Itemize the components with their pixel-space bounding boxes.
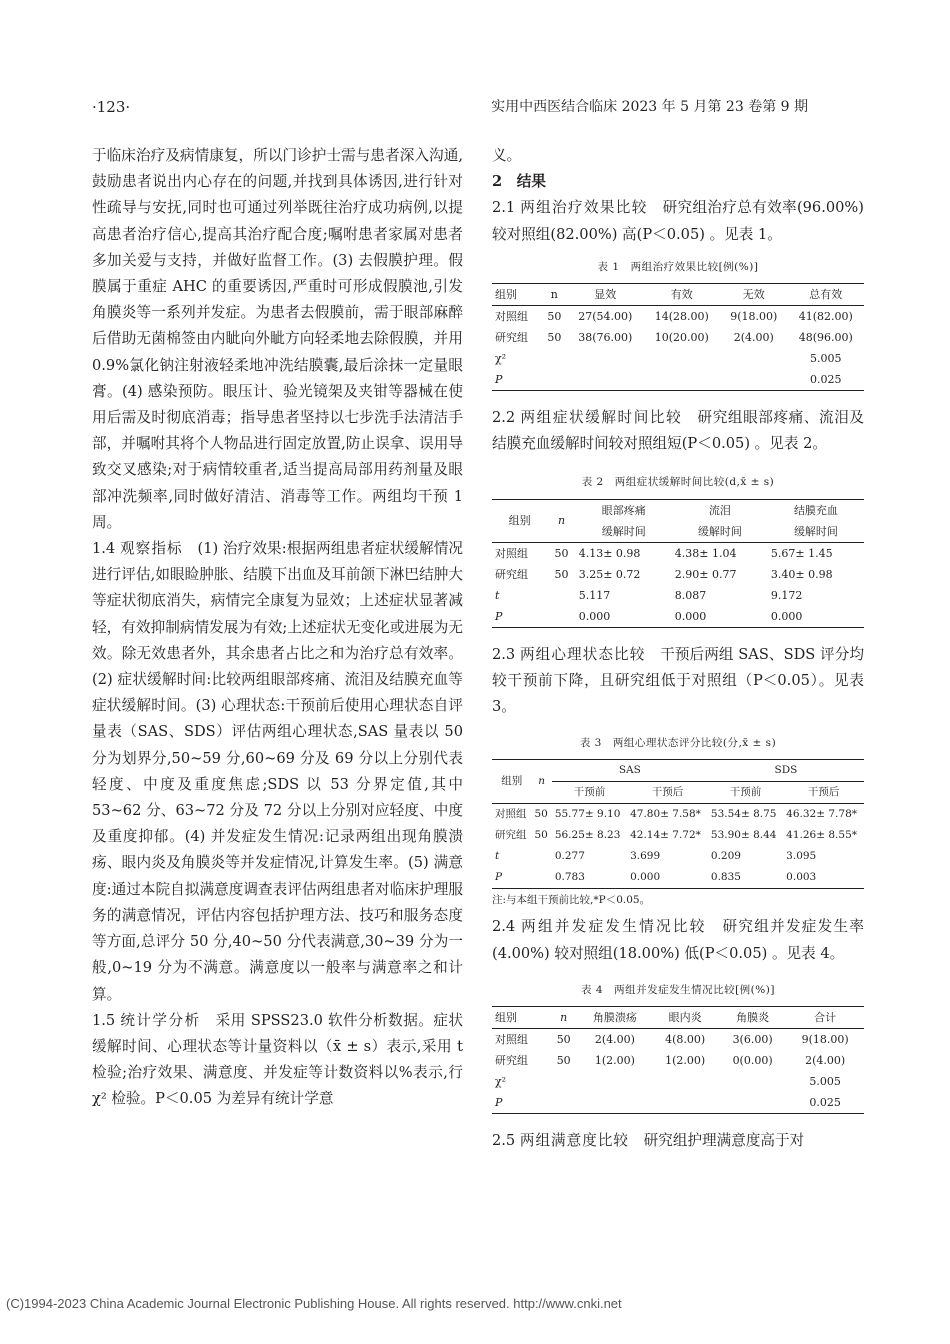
cell: 研究组: [495, 1054, 528, 1068]
method-paragraph: 于临床治疗及病情康复，所以门诊护士需与患者深入沟通,鼓励患者说出内心存在的问题,并找到具体诱因,进行针对性疏导与安抚,同时也可通过列举既往治疗成功病例,以提高患者治疗信心,提高其治疗配合度;嘱咐患者家属对患者多加关爱与支持，并做好监督工作。(3) 去假膜护理。假膜属于重症 AHC 的重要诱因,严重时可形成假膜池,引发角膜炎等一系列并发症。为患者去假膜前，需于眼部麻醉后借助无菌棉签由内眦向外眦方向轻柔地去除假膜，并用 0.9%氯化钠注射液轻柔地冲洗结膜囊,最后涂抹一定量眼膏。(4) 感染预防。眼压计、验光镜架及夹钳等器械在使用后需及时彻底消毒；指导患者坚持以七步洗手法清洁手部，并嘱咐其将个人物品进行固定放置,防止误拿、误用导致交叉感染;对于病情较重者,适当提高局部用药剂量及眼部冲洗频率,同时做好清洁、消毒等工作。两组均干预 1 周。: [92, 147, 463, 531]
section-2-5: [492, 1128, 864, 1154]
header-cell: 总有效: [788, 284, 864, 306]
cell: 1(2.00): [594, 1054, 635, 1068]
cell: 研究组: [495, 829, 527, 842]
table-row: [492, 1092, 864, 1114]
table3-caption: 表 3 两组心理状态评分比较(分,x̄ ± s): [579, 737, 777, 750]
section-1-4: [92, 536, 463, 1008]
cell: P: [495, 871, 503, 884]
header-cell: 缓解时间: [576, 521, 672, 543]
section-title: 两组满意度比较: [519, 1132, 630, 1150]
header-cell: 组别: [492, 284, 542, 306]
continuation-text: 义。: [492, 147, 522, 164]
section-title: 两组治疗效果比较: [520, 199, 648, 217]
table-row: [492, 348, 864, 369]
table4-header: [492, 1007, 864, 1029]
cell: 0(0.00): [732, 1054, 773, 1068]
cell: 41(82.00): [798, 310, 853, 324]
journal-header: 实用中西医结合临床 2023 年 5 月第 23 卷第 9 期: [491, 99, 808, 115]
cell: t: [495, 850, 500, 863]
cell: 50: [556, 1054, 571, 1068]
cell: 3.25± 0.72: [578, 567, 641, 581]
cell: 47.80± 7.58*: [630, 808, 701, 821]
cell: 41.26± 8.55*: [786, 829, 857, 842]
cell: 50: [554, 567, 569, 581]
cell: 8.087: [674, 588, 707, 602]
header-cell: 有效: [644, 284, 720, 306]
table-row: [492, 327, 864, 348]
cell: 2(4.00): [594, 1033, 635, 1047]
cell: 5.005: [809, 1075, 841, 1089]
section-number: 2.3: [492, 645, 516, 663]
cell: 研究组: [495, 331, 528, 345]
table-row: [492, 846, 864, 867]
section-2-2: [492, 405, 864, 457]
table-row: [492, 606, 864, 628]
cell: 对照组: [495, 310, 528, 324]
table-row: [492, 542, 864, 564]
cell: 对照组: [495, 808, 527, 821]
section-2-1: [492, 195, 864, 247]
header-cell: 无效: [720, 284, 788, 306]
section-1-5: [92, 1008, 463, 1113]
table-row: [492, 1050, 864, 1071]
cell: t: [495, 588, 500, 602]
table-row: [492, 1029, 864, 1051]
header-cell: n: [531, 760, 551, 804]
header-cell: 眼内炎: [651, 1007, 718, 1029]
header-cell: 角膜溃疡: [578, 1007, 651, 1029]
cell: 48(96.00): [798, 331, 853, 345]
copyright-footer: (C)1994-2023 China Academic Journal Electronic Publishing House. All rights reserved. http://www.cnki.net: [6, 1296, 622, 1311]
right-column: [492, 143, 864, 1154]
cell: 38(76.00): [578, 331, 633, 345]
cell: 53.90± 8.44: [710, 829, 777, 842]
table4: [492, 1006, 864, 1114]
cell: 50: [547, 331, 562, 345]
section-title: 观察指标: [119, 540, 183, 558]
table1: [492, 283, 864, 391]
header-cell: 结膜充血: [793, 503, 838, 517]
table-row: [492, 369, 864, 391]
cell: 0.783: [554, 871, 585, 884]
section-text: 采用 SPSS23.0 软件分析数据。症状缓解时间、心理状态等计量资料以（x̄ ± s）表示,采用 t 检验;治疗效果、满意度、并发症等计数资料以%表示,行 χ² 检验。P＜0.05 为差异有统计学意: [92, 1011, 463, 1108]
header-cell: 显效: [567, 284, 643, 306]
header-cell: n: [547, 499, 575, 542]
cell: 0.835: [710, 871, 741, 884]
cell: 4(8.00): [665, 1033, 706, 1047]
cell: χ²: [495, 352, 507, 366]
header-cell: 干预后: [627, 782, 708, 804]
section-number: 2.5: [492, 1132, 516, 1150]
cell: 9.172: [770, 588, 803, 602]
header-cell: n: [549, 1007, 578, 1029]
header-cell: SDS: [708, 760, 864, 782]
cell: 50: [547, 310, 562, 324]
table3: [492, 759, 864, 889]
cell: 50: [534, 829, 548, 842]
cell: 5.117: [578, 588, 611, 602]
cell: P: [495, 1096, 503, 1110]
section-title: 两组并发症发生情况比较: [521, 918, 707, 936]
cell: 50: [556, 1033, 571, 1047]
cell: 10(20.00): [654, 331, 709, 345]
cell: 0.000: [578, 609, 611, 623]
section-number: 1.5: [92, 1011, 116, 1029]
cell: 0.209: [710, 850, 741, 863]
cell: 0.025: [810, 373, 842, 387]
cell: 0.025: [809, 1096, 841, 1110]
cell: 3.095: [786, 850, 817, 863]
cell: 53.54± 8.75: [710, 808, 777, 821]
table1-caption: 表 1 两组治疗效果比较[例(%)]: [597, 260, 759, 273]
table-row: [492, 585, 864, 606]
cell: 对照组: [495, 546, 528, 560]
table2: [492, 499, 864, 628]
cell: 56.25± 8.23: [554, 829, 621, 842]
header-cell: 组别: [492, 499, 547, 542]
header-cell: 缓解时间: [768, 521, 864, 543]
table4-caption: 表 4 两组并发症发生情况比较[例(%)]: [581, 983, 775, 996]
header-cell: n: [542, 284, 567, 306]
cell: 42.14± 7.72*: [630, 829, 701, 842]
header-cell: SAS: [552, 760, 708, 782]
cell: χ²: [495, 1075, 507, 1089]
cell: 4.13± 0.98: [578, 546, 641, 560]
cell: 研究组: [495, 567, 528, 581]
header-cell: 组别: [492, 760, 531, 804]
cell: 2.90± 0.77: [674, 567, 737, 581]
section-text: 研究组眼部疼痛、流泪及结膜充血缓解时间较对照组短(P＜0.05) 。见表 2。: [492, 409, 864, 453]
cell: 5.005: [810, 352, 842, 366]
section-2-heading: 2 结果: [492, 173, 546, 191]
cell: 3.40± 0.98: [770, 567, 833, 581]
cell: 3(6.00): [732, 1033, 773, 1047]
table3-header-row1: [492, 760, 864, 782]
cell: 0.277: [554, 850, 585, 863]
cell: 50: [554, 546, 569, 560]
table3-note: 注:与本组干预前比较,*P＜0.05。: [492, 894, 651, 907]
cell: 55.77± 9.10: [554, 808, 621, 821]
cell: 46.32± 7.78*: [786, 808, 857, 821]
header-cell: 眼部疼痛: [601, 503, 646, 517]
section-number: 2.1: [492, 199, 516, 217]
cell: 对照组: [495, 1033, 528, 1047]
header-cell: 干预后: [783, 782, 864, 804]
header-cell: 流泪: [708, 503, 731, 517]
cell: 2(4.00): [733, 331, 774, 345]
header-cell: 角膜炎: [719, 1007, 786, 1029]
section-text: (1) 治疗效果:根据两组患者症状缓解情况进行评估,如眼睑肿胀、结膜下出血及耳前颌下淋巴结肿大等症状彻底消失，病情完全康复为显效；上述症状显著减轻，有效抑制病情发展为有效;上述症状无变化或进展为无效。除无效患者外，其余患者占比之和为治疗总有效率。(2) 症状缓解时间:比较两组眼部疼痛、流泪及结膜充血等症状缓解时间。(3) 心理状态:干预前后使用心理状态自评量表（SAS、SDS）评估两组心理状态,SAS 量表以 50 分为划界分,50~59 分,60~69 分及 69 分以上分别代表轻度、中度及重度焦虑;SDS 以 53 分界定值,其中 53~62 分、63~72 分及 72 分以上分别对应轻度、中度及重度抑郁。(4) 并发症发生情况:记录两组出现角膜溃疡、眼内炎及角膜炎等并发症情况,计算发生率。(5) 满意度:通过本院自拟满意度调查表评估两组患者对临床护理服务的满意情况，评估内容包括护理方法、技巧和服务态度等方面,总评分 50 分,40~50 分代表满意,30~39 分为一般,0~19 分为不满意。满意度以一般率与满意率之和计算。: [92, 540, 464, 1003]
cell: 0.000: [630, 871, 661, 884]
section-text: 干预后两组 SAS、SDS 评分均较干预前下降，且研究组低于对照组（P＜0.05）。见表 3。: [492, 645, 864, 716]
section-text: 研究组治疗总有效率(96.00%) 较对照组(82.00%) 高(P＜0.05) 。见表 1。: [492, 199, 864, 243]
cell: 3.699: [630, 850, 661, 863]
cell: 9(18.00): [730, 310, 778, 324]
page-number: ·123·: [92, 98, 131, 116]
cell: 0.003: [786, 871, 817, 884]
header-cell: 组别: [492, 1007, 549, 1029]
header-cell: 缓解时间: [672, 521, 768, 543]
table-row: [492, 825, 864, 846]
section-number: 2.2: [492, 409, 516, 427]
table2-header-row1: [492, 499, 864, 521]
cell: 9(18.00): [801, 1033, 849, 1047]
header-cell: 干预前: [708, 782, 783, 804]
table-row: [492, 1071, 864, 1092]
cell: 0.000: [770, 609, 803, 623]
section-2-4: [492, 914, 864, 966]
header-cell: 干预前: [552, 782, 627, 804]
cell: 5.67± 1.45: [770, 546, 833, 560]
section-number: 1.4: [92, 540, 116, 558]
cell: 4.38± 1.04: [674, 546, 737, 560]
section-title: 两组症状缓解时间比较: [520, 409, 683, 427]
table2-caption: 表 2 两组症状缓解时间比较(d,x̄ ± s): [581, 476, 775, 489]
cell: 1(2.00): [665, 1054, 706, 1068]
cell: P: [495, 373, 503, 387]
section-2-3: [492, 642, 864, 721]
section-text: 研究组护理满意度高于对: [643, 1132, 805, 1150]
section-title: 两组心理状态比较: [519, 645, 646, 663]
cell: 27(54.00): [578, 310, 633, 324]
section-title: 统计学分析: [120, 1011, 201, 1029]
table-row: [492, 867, 864, 889]
table-row: [492, 306, 864, 328]
cell: 50: [534, 808, 548, 821]
section-text: 研究组并发症发生率(4.00%) 较对照组(18.00%) 低(P＜0.05) 。见表 4。: [492, 918, 864, 962]
left-column: [92, 143, 463, 1113]
cell: 2(4.00): [805, 1054, 846, 1068]
table-row: [492, 804, 864, 826]
cell: 14(28.00): [654, 310, 709, 324]
header-cell: 合计: [786, 1007, 864, 1029]
table1-header: [492, 284, 864, 306]
cell: P: [495, 609, 503, 623]
section-number: 2.4: [492, 918, 516, 936]
cell: 0.000: [674, 609, 707, 623]
table-row: [492, 564, 864, 585]
